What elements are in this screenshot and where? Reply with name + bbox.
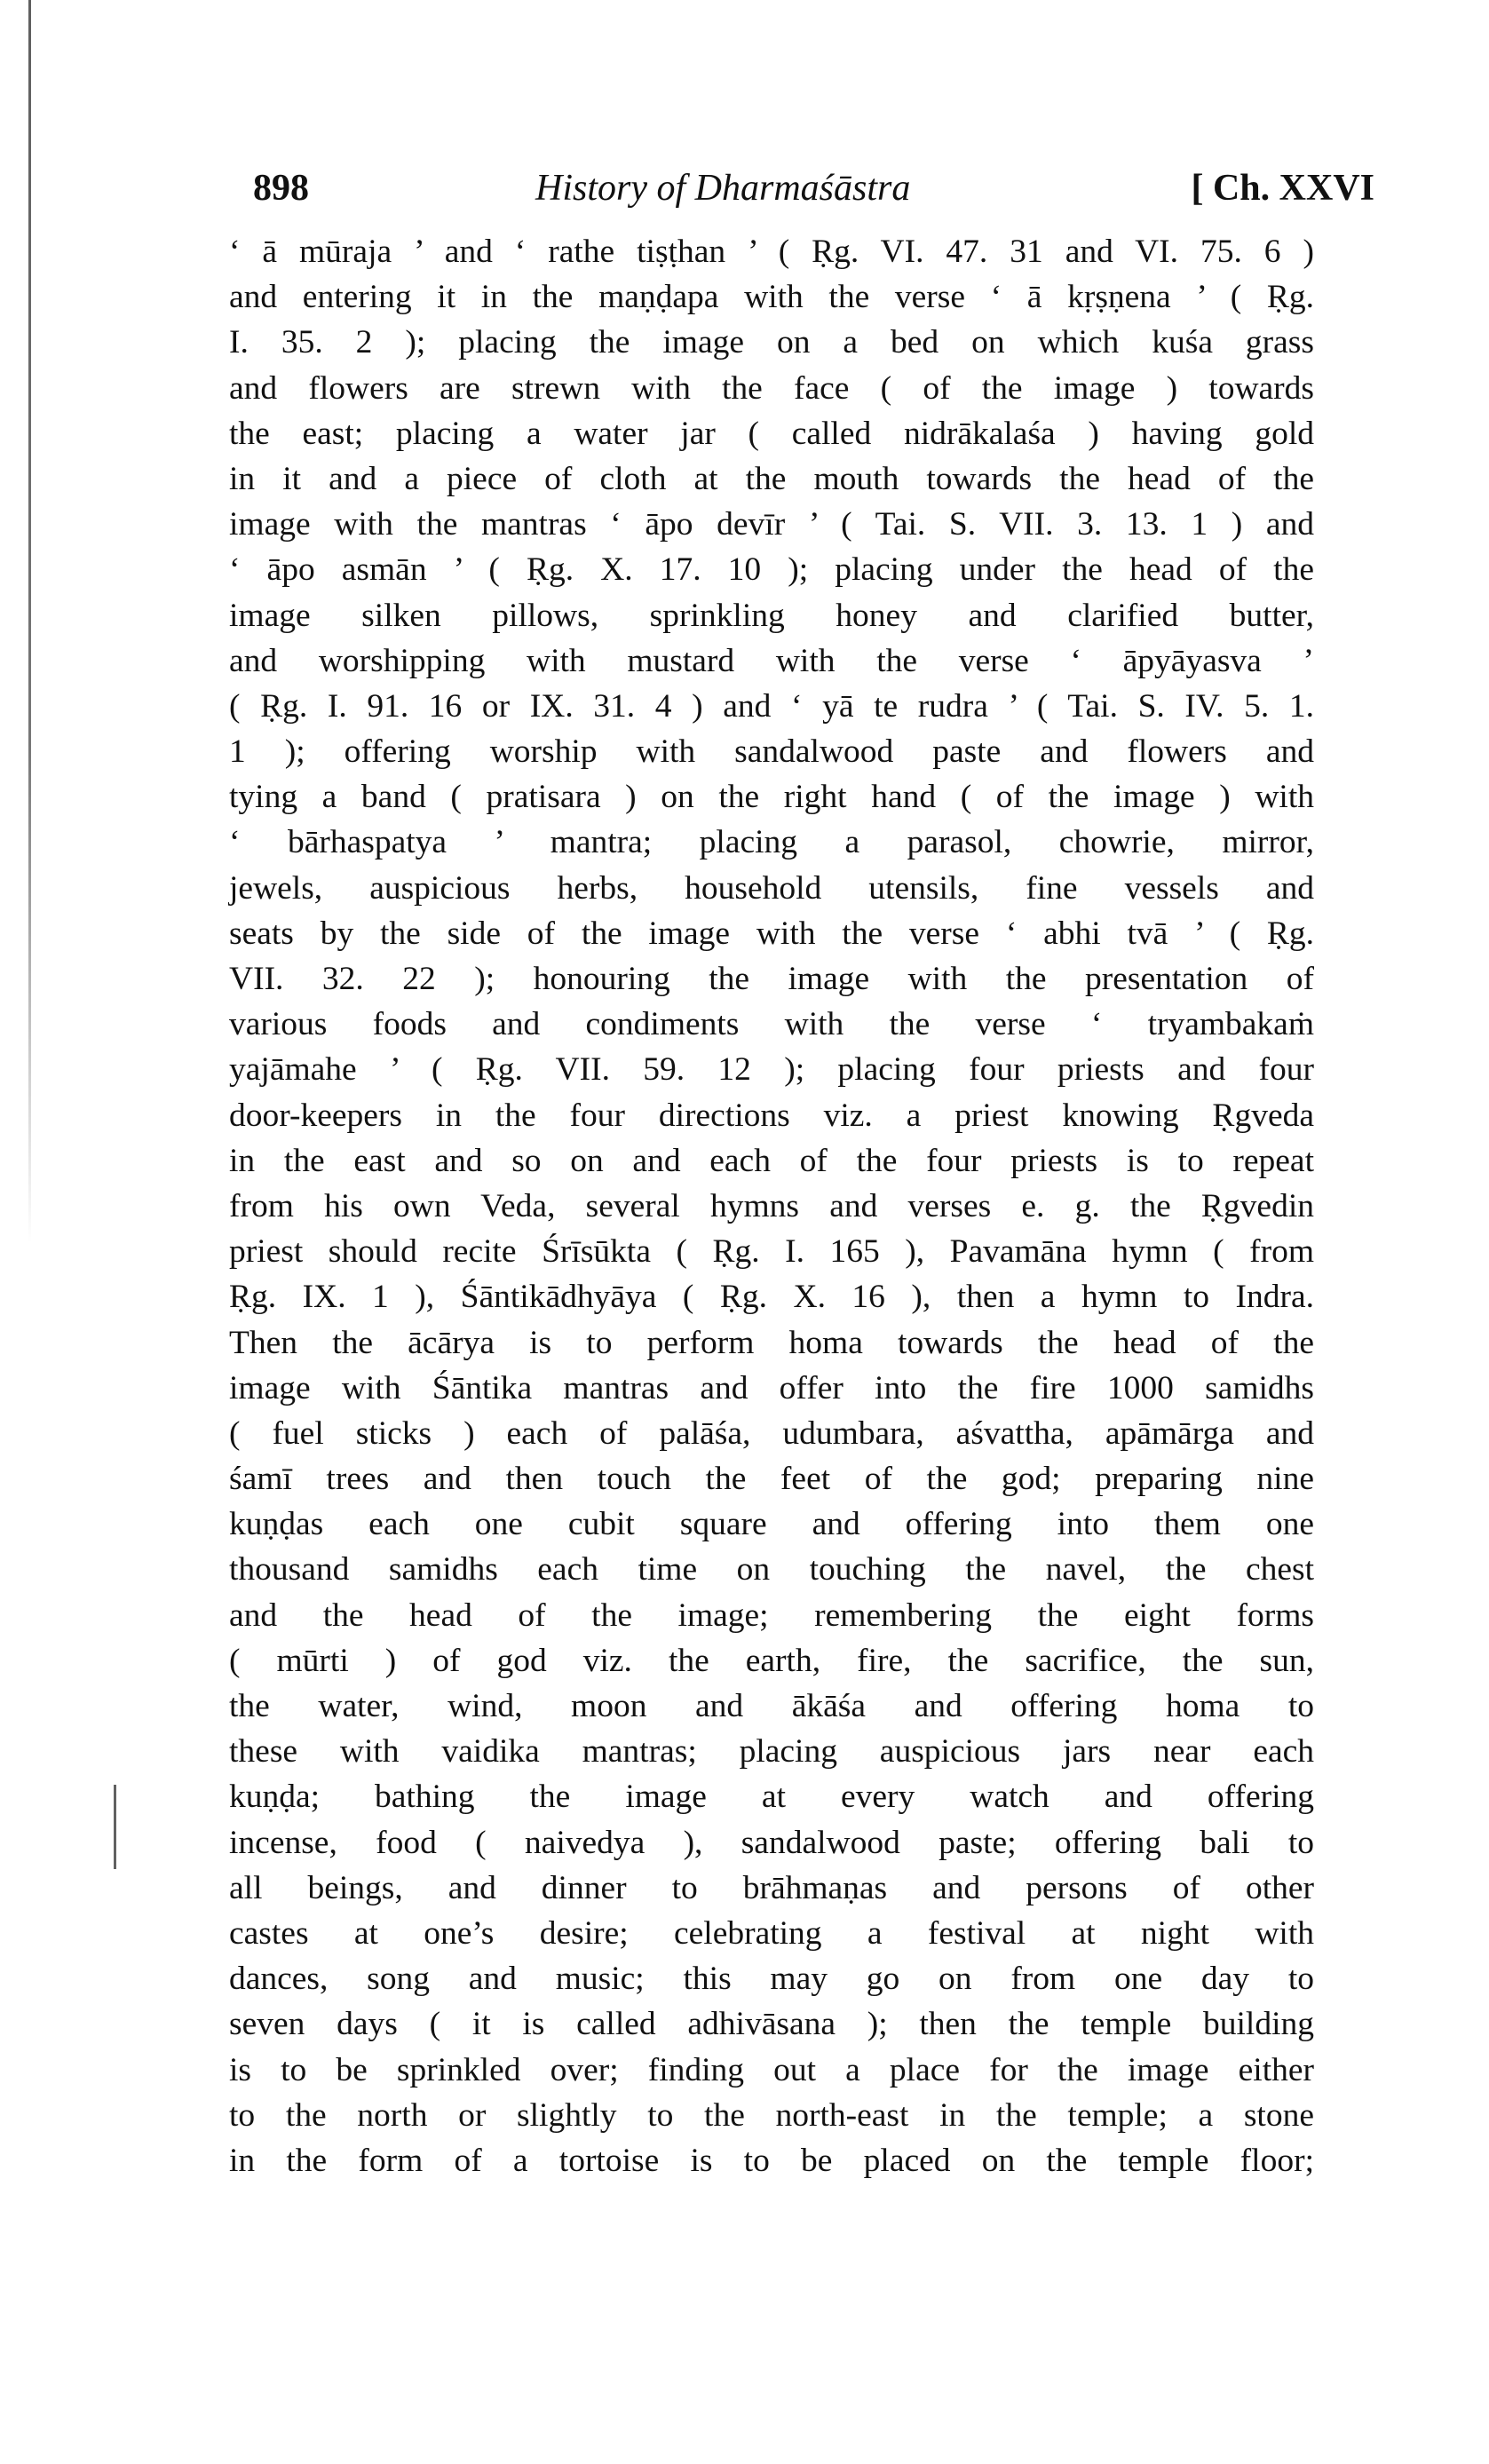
text-line: in the form of a tortoise is to be placed on the temple floor; bbox=[229, 2142, 1314, 2179]
text-line: and the head of the image; remembering the eight forms bbox=[229, 1596, 1314, 1634]
text-line: and flowers are strewn with the face ( of the image ) towards bbox=[229, 369, 1314, 407]
text-line: in it and a piece of cloth at the mouth towards the head of the bbox=[229, 460, 1314, 497]
text-line: I. 35. 2 ); placing the image on a bed on which kuśa grass bbox=[229, 324, 1314, 361]
text-line: seats by the side of the image with the verse ‘ abhi tvā ’ ( Ṛg. bbox=[229, 915, 1314, 952]
text-line: image with the mantras ‘ āpo devīr ’ ( Tai. S. VII. 3. 13. 1 ) and bbox=[229, 506, 1314, 543]
text-line: śamī trees and then touch the feet of the god; preparing nine bbox=[229, 1461, 1314, 1498]
text-line: incense, food ( naivedya ), sandalwood paste; offering bali to bbox=[229, 1824, 1314, 1861]
text-line: all beings, and dinner to brāhmaṇas and persons of other bbox=[229, 1869, 1314, 1906]
text-line: kuṇḍas each one cubit square and offering into them one bbox=[229, 1506, 1314, 1543]
text-line: castes at one’s desire; celebrating a festival at night with bbox=[229, 1914, 1314, 1952]
scan-edge-mark bbox=[114, 1785, 116, 1869]
page-header bbox=[253, 167, 1374, 220]
text-line: the water, wind, moon and ākāśa and offering homa to bbox=[229, 1688, 1314, 1724]
text-line: Then the ācārya is to perform homa towards the head of the bbox=[229, 1324, 1314, 1361]
text-line: yajāmahe ’ ( Ṛg. VII. 59. 12 ); placing four priests and four bbox=[229, 1051, 1314, 1089]
text-line: and entering it in the maṇḍapa with the verse ‘ ā kṛṣṇena ’ ( Ṛg. bbox=[229, 279, 1314, 316]
text-line: is to be sprinkled over; finding out a place for the image either bbox=[229, 2051, 1314, 2088]
scan-edge-shadow bbox=[28, 0, 31, 1243]
text-line: Ṛg. IX. 1 ), Śāntikādhyāya ( Ṛg. X. 16 ), then a hymn to Indra. bbox=[229, 1279, 1314, 1316]
text-line: door-keepers in the four directions viz. a priest knowing Ṛgveda bbox=[229, 1097, 1314, 1134]
text-line: image with Śāntika mantras and offer into the fire 1000 samidhs bbox=[229, 1369, 1314, 1406]
text-line: ‘ āpo asmān ’ ( Ṛg. X. 17. 10 ); placing under the head of the bbox=[229, 551, 1314, 589]
text-line: these with vaidika mantras; placing auspicious jars near each bbox=[229, 1733, 1314, 1771]
text-line: ( fuel sticks ) each of palāśa, udumbara, aśvattha, apāmārga and bbox=[229, 1414, 1314, 1452]
chapter-reference: [ Ch. XXVI bbox=[1191, 168, 1374, 209]
page-number: 898 bbox=[253, 168, 309, 209]
text-line: image silken pillows, sprinkling honey and clarified butter, bbox=[229, 597, 1314, 634]
text-line: from his own Veda, several hymns and verses e. g. the Ṛgvedin bbox=[229, 1187, 1314, 1224]
text-line: VII. 32. 22 ); honouring the image with the presentation of bbox=[229, 961, 1314, 997]
body-text bbox=[229, 229, 1314, 2183]
text-line: tying a band ( pratisara ) on the right hand ( of the image ) with bbox=[229, 779, 1314, 816]
text-line: to the north or slightly to the north-east in the temple; a stone bbox=[229, 2096, 1314, 2134]
text-line: and worshipping with mustard with the verse ‘ āpyāyasva ’ bbox=[229, 642, 1314, 679]
text-line: various foods and condiments with the verse ‘ tryambakaṁ bbox=[229, 1006, 1314, 1043]
text-line: 1 ); offering worship with sandalwood paste and flowers and bbox=[229, 733, 1314, 771]
text-line: ( Ṛg. I. 91. 16 or IX. 31. 4 ) and ‘ yā te rudra ’ ( Tai. S. IV. 5. 1. bbox=[229, 687, 1314, 725]
text-line: ‘ ā mūraja ’ and ‘ rathe tiṣṭhan ’ ( Ṛg. VI. 47. 31 and VI. 75. 6 ) bbox=[229, 234, 1314, 270]
text-line: kuṇḍa; bathing the image at every watch and offering bbox=[229, 1779, 1314, 1816]
text-line: seven days ( it is called adhivāsana ); then the temple building bbox=[229, 2006, 1314, 2043]
text-line: the east; placing a water jar ( called nidrākalaśa ) having gold bbox=[229, 415, 1314, 452]
running-title: History of Dharmaśāstra bbox=[535, 168, 911, 209]
text-line: ( mūrti ) of god viz. the earth, fire, the sacrifice, the sun, bbox=[229, 1642, 1314, 1679]
text-line: dances, song and music; this may go on from one day to bbox=[229, 1961, 1314, 1998]
text-line: in the east and so on and each of the four priests is to repeat bbox=[229, 1142, 1314, 1179]
text-line: priest should recite Śrīsūkta ( Ṛg. I. 165 ), Pavamāna hymn ( from bbox=[229, 1233, 1314, 1271]
text-line: thousand samidhs each time on touching the navel, the chest bbox=[229, 1551, 1314, 1589]
text-line: ‘ bārhaspatya ’ mantra; placing a parasol, chowrie, mirror, bbox=[229, 824, 1314, 861]
text-line: jewels, auspicious herbs, household utensils, fine vessels and bbox=[229, 869, 1314, 907]
